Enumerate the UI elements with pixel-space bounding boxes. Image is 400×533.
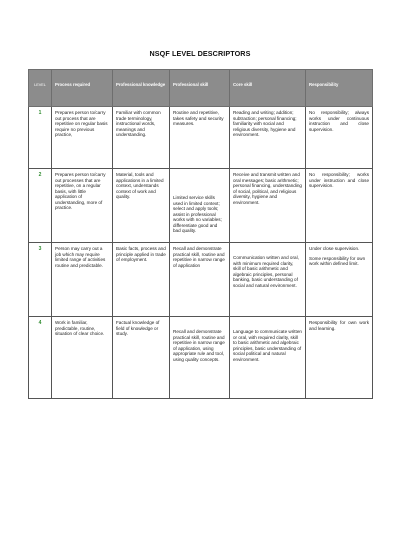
- skill-text: Recall and demonstrate practical skill, routine and repetitive in narrow range of application, using appropriate rule and tool, using quality concepts.: [173, 329, 225, 362]
- responsibility-cell: [306, 243, 373, 317]
- table-row: [29, 107, 373, 169]
- core-cell: Reading and writing; addition; subtraction; personal financing; familiarity with social and religious diversity, hygiene and environment.: [230, 107, 306, 169]
- core-text: Communication written and oral, with minimum required clarity, skill of basic arithmetic and algebraic principles, personal banking, basic understanding of social and natural environment.: [233, 255, 299, 288]
- header-responsibility: Responsibility: [306, 70, 373, 107]
- table-row: [29, 243, 373, 317]
- core-cell: Receive and transmit written and oral messages; basic arithmetic; personal financing, understanding of social, political, and religious diversity, hygiene and environment.: [230, 169, 306, 243]
- responsibility-text: Responsibility for own work and learning.: [309, 320, 369, 331]
- header-process: Process required: [52, 70, 113, 107]
- header-skill: Professional skill: [170, 70, 230, 107]
- header-knowledge: Professional knowledge: [113, 70, 170, 107]
- process-cell: Prepares person to/carry out process that are repetitive on regular basis require no previous practice,: [52, 107, 113, 169]
- skill-cell: Routine and repetitive, takes safety and security measures.: [170, 107, 230, 169]
- process-cell: Work in familiar, predictable, routine, situation of clear choice.: [52, 317, 113, 399]
- responsibility-text: No responsibility; always works under continuous instruction and close supervision.: [309, 110, 369, 132]
- level-cell: 1: [29, 107, 52, 169]
- level-descriptors-table: [28, 69, 373, 399]
- page-title: NSQF LEVEL DESCRIPTORS: [149, 49, 251, 58]
- skill-text: Limited service skills used in limited context; select and apply tools; assist in professional works with no variables; differentiate good and bad quality.: [173, 195, 222, 233]
- process-cell: Prepares person to/carry out processes that are repetitive, on a regular basis, with little application of understanding, more of practice.: [52, 169, 113, 243]
- core-cell: [230, 317, 306, 399]
- header-core: Core skill: [230, 70, 306, 107]
- level-cell: 2: [29, 169, 52, 243]
- responsibility-cell: [306, 107, 373, 169]
- core-text: Language to communicate written or oral, with required clarity, skill to basic arithmetic and algebraic principles, basic understanding of social political and natural environment.: [233, 329, 302, 362]
- responsibility-cell: [306, 169, 373, 243]
- skill-cell: Recall and demonstrate practical skill, routine and repetitive in narrow range of application: [170, 243, 230, 317]
- knowledge-cell: Factual knowledge of field of knowledge or study.: [113, 317, 170, 399]
- responsibility-text: No responsibility; works under instruction and close supervision.: [309, 172, 369, 188]
- skill-cell: [170, 317, 230, 399]
- responsibility-text: Under close supervision.: [309, 246, 360, 251]
- knowledge-cell: Material, tools and applications in a limited context, understands context of work and quality.: [113, 169, 170, 243]
- responsibility-cell: [306, 317, 373, 399]
- knowledge-cell: Basic facts, process and principle applied in trade of employment.: [113, 243, 170, 317]
- header-level: LEVEL: [29, 70, 52, 107]
- process-cell: Person may carry out a job which may require limited range of activities routine and predictable.: [52, 243, 113, 317]
- skill-cell: [170, 169, 230, 243]
- knowledge-cell: Familiar with common trade terminology, instructional words, meanings and understanding.: [113, 107, 170, 169]
- table-row: [29, 169, 373, 243]
- level-cell: 4: [29, 317, 52, 399]
- table-header-row: [29, 70, 373, 107]
- level-cell: 3: [29, 243, 52, 317]
- table-row: [29, 317, 373, 399]
- core-cell: [230, 243, 306, 317]
- responsibility-text-2: Some responsibility for own work within defined limit.: [309, 255, 366, 266]
